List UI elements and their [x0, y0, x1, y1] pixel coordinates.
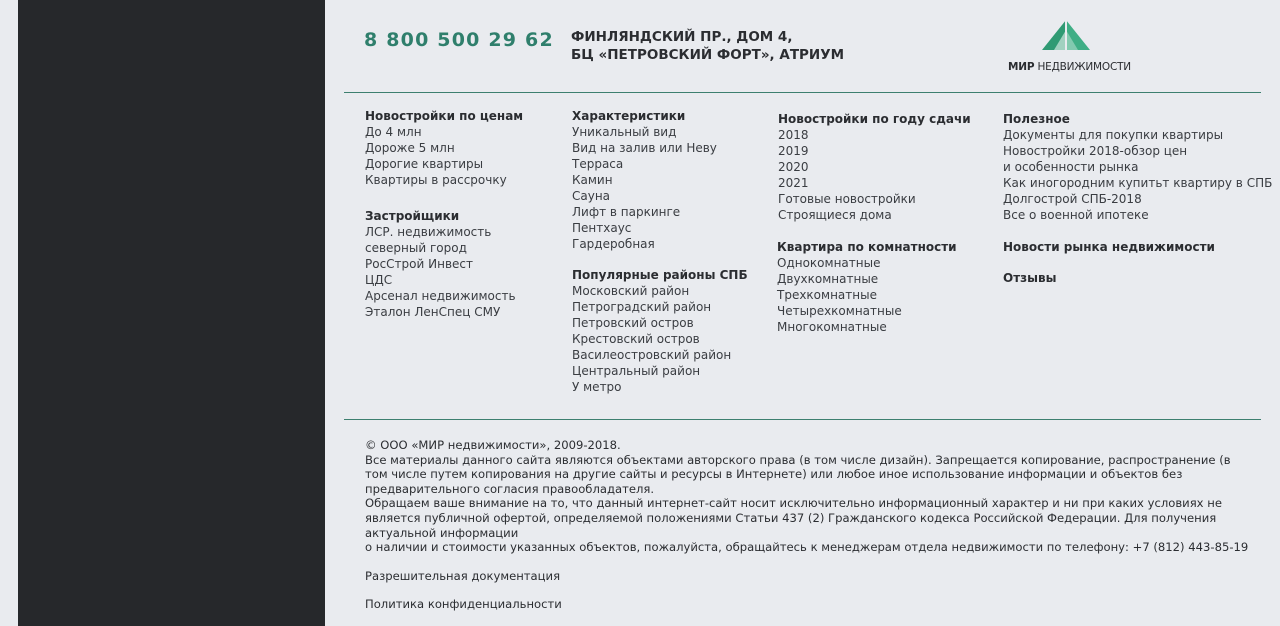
company-logo[interactable] [1006, 18, 1131, 78]
footer-link[interactable]: северный город [365, 241, 467, 255]
group-title: Застройщики [365, 209, 460, 223]
group-title: Новостройки по году сдачи [778, 112, 971, 126]
copyright-paragraph: Все материалы данного сайта являются объектами авторского права (в том числе дизайн). Запрещается копирование, распространение (в том числе путем копирования на другие сайты и ресурсы в Интернете) или любое иное использование информации и объектов без предварительного согласия правообладателя. [365, 452, 1231, 496]
group-title: Характеристики [572, 109, 686, 123]
disclaimer-paragraph: Обращаем ваше внимание на то, что данный интернет-сайт носит исключительно информационный характер и ни при каких условиях не является публичной офертой, определяемой положениями Статьи 437 (2) Гражданского кодекса Российской Федерации. Для получения актуальной информации [365, 496, 1222, 540]
footer-link[interactable]: Центральный район [572, 364, 701, 378]
footer-link[interactable]: До 4 млн [365, 125, 422, 139]
footer-link[interactable]: Василеостровский район [572, 348, 732, 362]
footer-link[interactable]: Пентхаус [572, 221, 632, 235]
footer-link[interactable]: Камин [572, 173, 613, 187]
footer-column-prices [365, 108, 523, 335]
group-title: Новостройки по ценам [365, 109, 524, 123]
footer-link[interactable]: Терраса [572, 157, 624, 171]
divider-bottom [344, 419, 1261, 420]
copyright-text: © ООО «МИР недвижимости», 2009-2018. [365, 438, 621, 452]
news-link[interactable]: Новости рынка недвижимости [1003, 240, 1215, 254]
footer-link[interactable]: Московский район [572, 284, 690, 298]
group-developers [365, 208, 523, 320]
footer-link[interactable]: Однокомнатные [777, 256, 881, 270]
office-address [571, 28, 844, 64]
logo-wordmark-bold: МИР [1008, 61, 1035, 73]
footer-link[interactable]: 2020 [778, 160, 809, 174]
group-districts [572, 267, 748, 395]
group-title: Полезное [1003, 112, 1070, 126]
footer-link[interactable]: Уникальный вид [572, 125, 677, 139]
footer-link[interactable]: Крестовский остров [572, 332, 700, 346]
footer-link[interactable]: ЦДС [365, 273, 393, 287]
group-prices [365, 108, 523, 188]
footer-link[interactable]: Все о военной ипотеке [1003, 208, 1149, 222]
footer-column-useful [1003, 111, 1272, 301]
footer-link[interactable]: ЛСР. недвижимость [365, 225, 492, 239]
logo-mark-icon [1040, 18, 1092, 52]
privacy-policy-link[interactable]: Политика конфиденциальности [365, 597, 562, 612]
group-reviews [1003, 270, 1272, 286]
footer-link[interactable]: Документы для покупки квартиры [1003, 128, 1224, 142]
footer-link[interactable]: 2019 [778, 144, 809, 158]
footer-link[interactable]: Дороже 5 млн [365, 141, 455, 155]
footer-link[interactable]: Петровский остров [572, 316, 694, 330]
left-sidebar-panel [18, 0, 325, 626]
contact-paragraph: о наличии и стоимости указанных объектов, пожалуйста, обращайтесь к менеджерам отдела недвижимости по телефону: +7 (812) 443-85-19 [365, 540, 1249, 555]
footer-link[interactable]: Строящиеся дома [778, 208, 892, 222]
footer-link[interactable]: Арсенал недвижимость [365, 289, 516, 303]
footer-link[interactable]: Четырехкомнатные [777, 304, 902, 318]
group-title: Популярные районы СПБ [572, 268, 748, 282]
footer-link[interactable]: Лифт в паркинге [572, 205, 681, 219]
group-news [1003, 239, 1272, 255]
footer-link[interactable]: Петроградский район [572, 300, 712, 314]
divider-top [344, 92, 1261, 93]
footer-link[interactable]: 2018 [778, 128, 809, 142]
footer-link[interactable]: Гардеробная [572, 237, 655, 251]
footer-link[interactable]: Сауна [572, 189, 611, 203]
group-useful [1003, 111, 1272, 223]
footer-link[interactable]: У метро [572, 380, 622, 394]
group-years [778, 111, 971, 223]
group-title: Квартира по комнатности [777, 240, 957, 254]
footer-column-features [572, 108, 748, 410]
footer-link[interactable]: Как иногородним купитьт квартиру в СПБ [1003, 176, 1273, 190]
footer-link[interactable]: Многокомнатные [777, 320, 887, 334]
phone-link[interactable]: 8 800 500 29 62 [364, 29, 554, 51]
footer-link[interactable]: Трехкомнатные [777, 288, 877, 302]
footer-link[interactable]: Двухкомнатные [777, 272, 879, 286]
address-line-2: БЦ «ПЕТРОВСКИЙ ФОРТ», АТРИУМ [571, 47, 845, 63]
footer-link[interactable]: Готовые новостройки [778, 192, 916, 206]
footer-area [344, 0, 1273, 626]
address-line-1: ФИНЛЯНДСКИЙ ПР., ДОМ 4, [571, 29, 793, 45]
footer-link[interactable]: Новостройки 2018-обзор цен [1003, 144, 1188, 158]
logo-wordmark-rest: НЕДВИЖИМОСТИ [1037, 61, 1131, 73]
footer-link[interactable]: и особенности рынка [1003, 160, 1139, 174]
group-features [572, 108, 748, 252]
permits-link[interactable]: Разрешительная документация [365, 568, 561, 583]
footer-link[interactable]: Эталон ЛенСпец СМУ [365, 305, 501, 319]
footer-link[interactable]: Дорогие квартиры [365, 157, 484, 171]
footer-link[interactable]: Квартиры в рассрочку [365, 173, 507, 187]
footer-link[interactable]: РосСтрой Инвест [365, 257, 473, 271]
footer-link[interactable]: Вид на залив или Неву [572, 141, 717, 155]
logo-wordmark [1008, 61, 1131, 73]
reviews-link[interactable]: Отзывы [1003, 271, 1057, 285]
footer-link[interactable]: 2021 [778, 176, 809, 190]
footer-column-years [778, 111, 971, 350]
legal-notice [365, 438, 1255, 612]
footer-link[interactable]: Долгострой СПБ-2018 [1003, 192, 1142, 206]
group-rooms [777, 239, 971, 335]
